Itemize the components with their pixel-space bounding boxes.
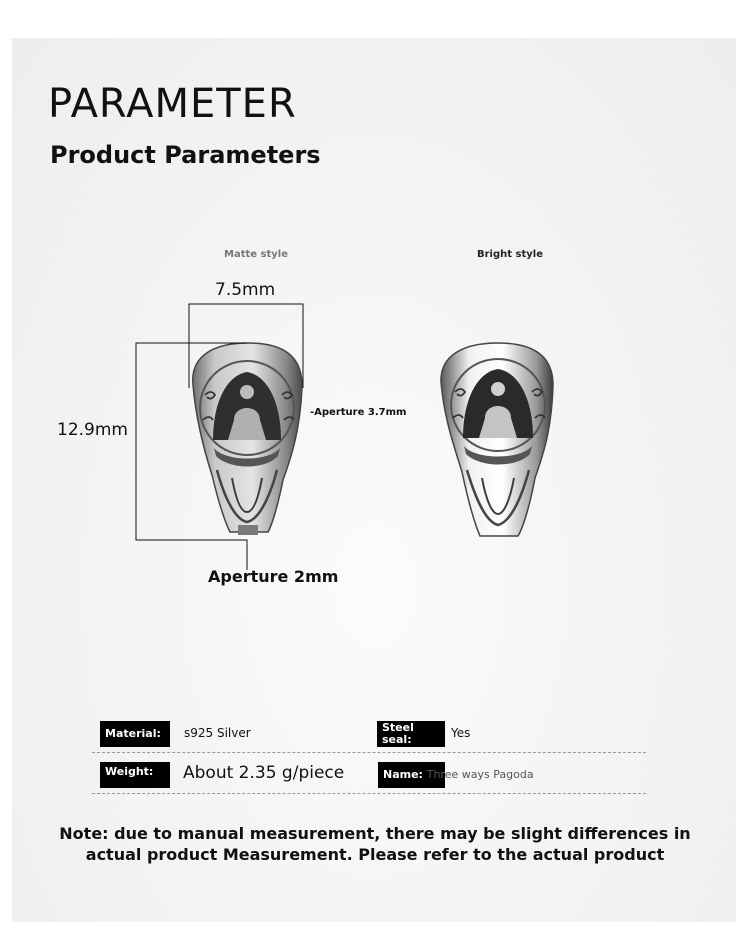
bright-style-label: Bright style — [477, 249, 543, 260]
name-label-row — [378, 762, 534, 788]
weight-value: About 2.35 g/piece — [183, 763, 345, 783]
page-subtitle: Product Parameters — [50, 141, 321, 169]
width-dimension: 7.5mm — [215, 280, 276, 300]
note-line-2: actual product Measurement. Please refer to the actual product — [85, 845, 665, 864]
material-label: Material: — [100, 721, 170, 747]
weight-label: Weight: — [100, 762, 170, 788]
matte-bead — [193, 343, 302, 535]
page-title: PARAMETER — [48, 81, 297, 127]
measurement-note — [40, 823, 710, 865]
name-value: Three ways Pagoda — [426, 768, 534, 781]
note-line-1: Note: due to manual measurement, there may be slight differences in — [59, 824, 691, 843]
aperture-side-dimension: -Aperture 3.7mm — [310, 407, 407, 418]
spec-divider — [92, 752, 646, 753]
height-dimension: 12.9mm — [57, 420, 128, 440]
material-value: s925 Silver — [184, 726, 251, 740]
steel-seal-label: Steel seal: — [377, 721, 445, 747]
bright-bead — [441, 343, 553, 536]
steel-seal-value: Yes — [451, 726, 471, 740]
matte-style-label: Matte style — [224, 249, 288, 260]
spec-divider — [92, 793, 646, 794]
aperture-bottom-dimension: Aperture 2mm — [208, 567, 339, 586]
name-label: Name: — [383, 768, 423, 781]
